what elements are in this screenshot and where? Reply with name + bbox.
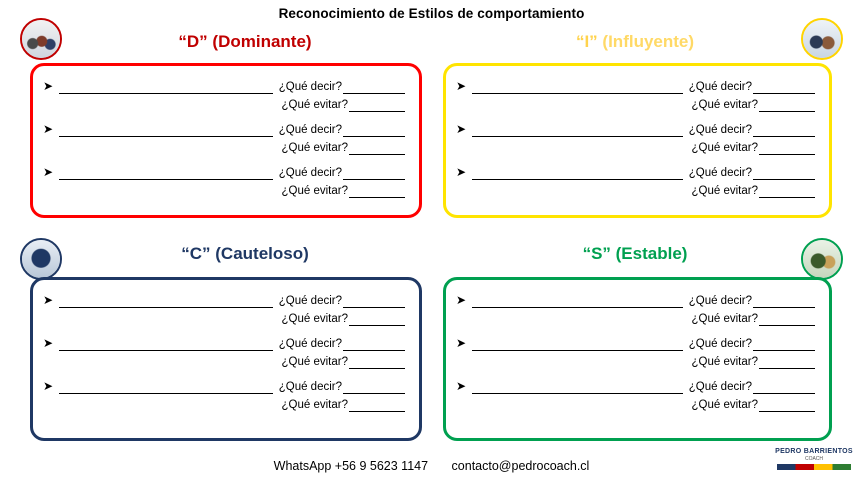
quadrant-letter-dominante: “D” [178,32,208,51]
que-evitar-input[interactable] [349,313,405,326]
que-decir-input[interactable] [753,338,815,351]
que-decir-label: ¿Qué decir? [688,81,752,93]
bullet-icon: ➤ [43,336,54,350]
que-evitar-input[interactable] [349,356,405,369]
que-evitar-input[interactable] [759,185,815,198]
bullet-icon: ➤ [456,122,467,136]
que-decir-label: ¿Qué decir? [278,124,342,136]
trait-input[interactable] [472,80,683,94]
que-decir-label: ¿Qué decir? [278,167,342,179]
que-evitar-input[interactable] [349,399,405,412]
trait-input[interactable] [472,123,683,137]
que-decir-input[interactable] [343,167,405,180]
trait-input[interactable] [472,380,683,394]
answer-group [43,162,405,198]
bullet-icon: ➤ [456,79,467,93]
que-decir-input[interactable] [343,295,405,308]
bullet-icon: ➤ [43,165,54,179]
answer-group [43,290,405,326]
que-evitar-label: ¿Qué evitar? [281,356,348,368]
answer-group [456,333,815,369]
que-decir-input[interactable] [343,338,405,351]
quadrant-name-estable: (Estable) [615,244,688,263]
que-decir-label: ¿Qué decir? [688,124,752,136]
trait-input[interactable] [472,166,683,180]
answer-grid-estable [446,280,829,438]
trait-input[interactable] [59,80,273,94]
answer-group [456,119,815,155]
bullet-icon: ➤ [456,336,467,350]
quadrant-title-influyente [460,32,810,52]
que-decir-input[interactable] [753,124,815,137]
quadrant-box-estable [443,277,832,441]
trait-input[interactable] [472,294,683,308]
que-decir-label: ¿Qué decir? [688,295,752,307]
que-evitar-input[interactable] [759,142,815,155]
quadrant-box-cauteloso [30,277,422,441]
bullet-icon: ➤ [456,379,467,393]
quadrant-name-cauteloso: (Cauteloso) [215,244,309,263]
que-evitar-label: ¿Qué evitar? [691,142,758,154]
que-decir-input[interactable] [753,381,815,394]
bullet-icon: ➤ [43,293,54,307]
photo-badge-cauteloso [20,238,62,280]
que-decir-label: ¿Qué decir? [278,338,342,350]
answer-group [43,76,405,112]
bullet-icon: ➤ [43,122,54,136]
que-evitar-label: ¿Qué evitar? [691,313,758,325]
quadrant-title-cauteloso [80,244,410,264]
page-title: Reconocimiento de Estilos de comportamiento [278,6,585,21]
answer-group [43,376,405,412]
que-evitar-input[interactable] [759,313,815,326]
que-decir-label: ¿Qué decir? [278,381,342,393]
que-decir-input[interactable] [343,124,405,137]
que-evitar-label: ¿Qué evitar? [281,99,348,111]
que-evitar-input[interactable] [759,99,815,112]
bullet-icon: ➤ [456,293,467,307]
photo-badge-dominante [20,18,62,60]
que-decir-input[interactable] [753,167,815,180]
quadrant-letter-cauteloso: “C” [181,244,211,263]
que-decir-label: ¿Qué decir? [688,338,752,350]
que-evitar-label: ¿Qué evitar? [691,185,758,197]
trait-input[interactable] [59,166,273,180]
que-decir-input[interactable] [753,81,815,94]
que-evitar-input[interactable] [349,185,405,198]
quadrant-title-dominante [80,32,410,52]
que-decir-label: ¿Qué decir? [278,295,342,307]
quadrant-letter-estable: “S” [582,244,611,263]
trait-input[interactable] [59,337,273,351]
que-decir-label: ¿Qué decir? [688,381,752,393]
answer-group [456,162,815,198]
email-text: contacto@pedrocoach.cl [451,459,590,473]
que-evitar-input[interactable] [349,99,405,112]
que-decir-input[interactable] [343,81,405,94]
que-evitar-input[interactable] [349,142,405,155]
que-evitar-label: ¿Qué evitar? [691,99,758,111]
trait-input[interactable] [59,123,273,137]
bullet-icon: ➤ [43,379,54,393]
logo-color-bar [777,464,851,470]
answer-group [456,376,815,412]
que-evitar-label: ¿Qué evitar? [281,142,348,154]
bullet-icon: ➤ [456,165,467,179]
quadrant-title-estable [460,244,810,264]
que-evitar-label: ¿Qué evitar? [281,185,348,197]
quadrant-name-influyente: (Influyente) [602,32,695,51]
que-evitar-label: ¿Qué evitar? [281,313,348,325]
answer-group [456,76,815,112]
footer-contact [0,459,863,473]
answer-group [43,333,405,369]
quadrant-box-influyente [443,63,832,218]
trait-input[interactable] [59,294,273,308]
trait-input[interactable] [59,380,273,394]
answer-grid-cauteloso [33,280,419,438]
quadrant-name-dominante: (Dominante) [212,32,312,51]
whatsapp-text: WhatsApp +56 9 5623 1147 [273,459,429,473]
answer-grid-influyente [446,66,829,215]
trait-input[interactable] [472,337,683,351]
que-evitar-label: ¿Qué evitar? [691,356,758,368]
answer-group [43,119,405,155]
quadrant-box-dominante [30,63,422,218]
quadrant-letter-influyente: “I” [575,32,598,51]
que-evitar-label: ¿Qué evitar? [691,399,758,411]
answer-group [456,290,815,326]
brand-logo [773,447,855,475]
que-decir-label: ¿Qué decir? [688,167,752,179]
que-evitar-label: ¿Qué evitar? [281,399,348,411]
que-decir-label: ¿Qué decir? [278,81,342,93]
que-decir-input[interactable] [753,295,815,308]
bullet-icon: ➤ [43,79,54,93]
que-evitar-input[interactable] [759,356,815,369]
que-evitar-input[interactable] [759,399,815,412]
logo-name: PEDRO BARRIENTOS [775,448,853,455]
answer-grid-dominante [33,66,419,215]
logo-subtitle: COACH [804,456,824,462]
que-decir-input[interactable] [343,381,405,394]
